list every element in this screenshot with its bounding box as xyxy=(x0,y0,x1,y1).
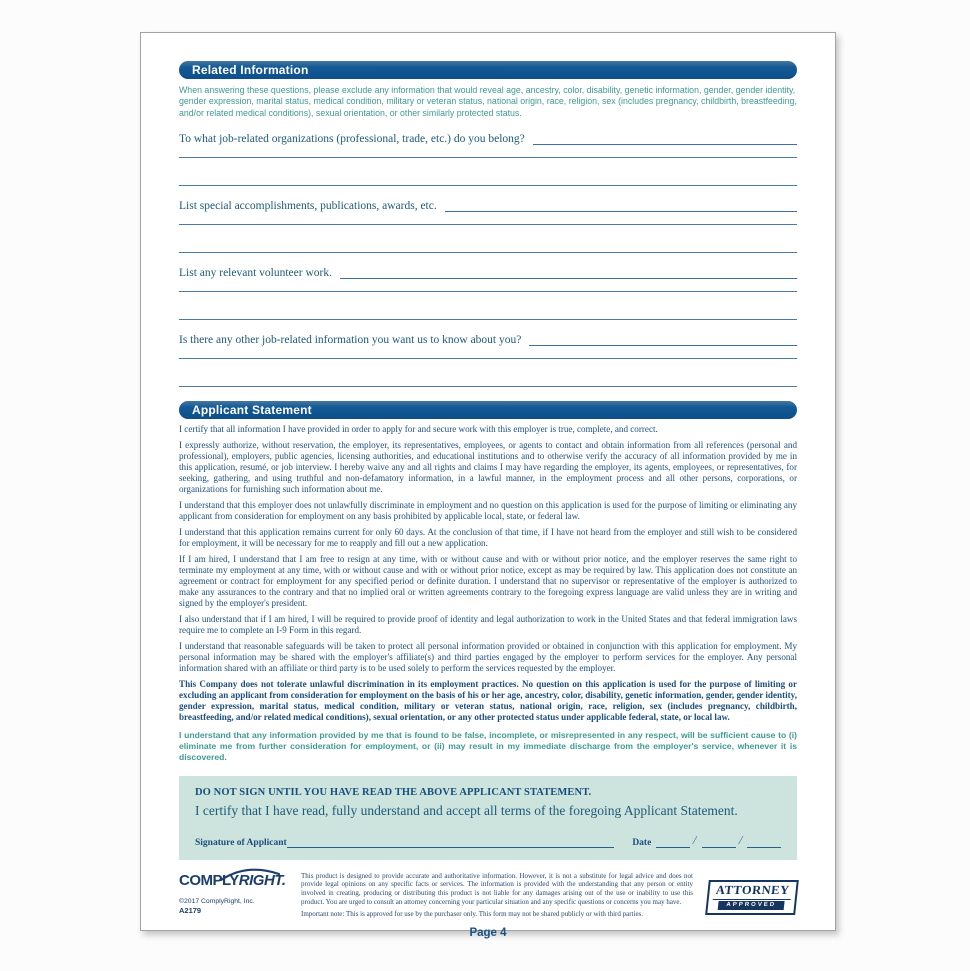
important-note: Important note: This is approved for use by the purchaser only. This form may not be shared publicly or with third parties. xyxy=(301,910,644,919)
signature-line xyxy=(287,837,615,848)
certify-statement: I certify that I have read, fully understand and accept all terms of the foregoing Applicant Statement. xyxy=(195,802,738,818)
legal-disclaimer: This product is designed to provide accurate and authoritative information. However, it is not a substitute for legal advice and does not provide legal opinions on any specific facts or services. The information is provided with the understanding that any person or entity involved in creating, producing or distributing this product is not liable for any damages arising out of the use or inability to use this product. You are urged to consult an attorney concerning your particular situation and any specific questions or concerns you may have. xyxy=(301,871,693,906)
answer-line xyxy=(179,358,797,359)
answer-line xyxy=(445,199,797,212)
answer-line xyxy=(529,333,797,346)
statement-paragraph: I understand that reasonable safeguards will be taken to protect all personal information provided or obtained in conjunction with this application for employment. My personal information may be shared with the employer's affiliate(s) and third parties engaged by the employer to perform services for the employer. Any personal information shared with an affiliate or third party is to be used solely to perform the services requested by the employer. xyxy=(179,641,797,674)
logo-text-right: RIGHT. xyxy=(238,871,286,889)
answer-line xyxy=(179,252,797,253)
signature-label: Signature of Applicant xyxy=(195,837,287,848)
statement-paragraph: If I am hired, I understand that I am free to resign at any time, with or without cause and with or without prior notice, and the employer reserves the same right to terminate my employment at any time, with or without cause and with or without prior notice, except as may be required by law. This application does not constitute an agreement or contract for employment for any specified period or definite duration. I understand that no supervisor or representative of the employer is authorized to make any assurances to the contrary and that no implied oral or written agreements contrary to the foregoing express language are valid unless they are in writing and signed by the employer's president. xyxy=(179,554,797,609)
section-header-applicant-statement xyxy=(179,401,797,419)
question-group-accomplishments xyxy=(179,196,797,253)
date-label: Date xyxy=(632,837,652,848)
product-sku: A2179 xyxy=(179,905,202,915)
badge-approved-text: APPROVED xyxy=(718,901,785,910)
section-header-related-information xyxy=(179,61,797,79)
logo-swoosh-icon xyxy=(219,867,281,881)
page-number: Page 4 xyxy=(469,927,507,940)
answer-line xyxy=(179,185,797,186)
statement-paragraph: I certify that all information I have provided in order to apply for and secure work with this employer is true, complete, and correct. xyxy=(179,424,658,435)
statement-paragraph: I expressly authorize, without reservation, the employer, its representatives, employees, or agents to contact and obtain information from all references (personal and professional), employers, public agencies, licensing authorities, and educational institutions and to otherwise verify the accuracy of all information provided by me in this application, resumé, or job interview. I hereby waive any and all rights and claims I may have regarding the employer, its agents, employees, or representatives, for seeking, gathering, and using truthful and non-defamatory information, in a lawful manner, in the employment process and all other persons, corporations, or organizations for furnishing such information about me. xyxy=(179,440,797,495)
answer-line xyxy=(179,291,797,292)
date-year-line xyxy=(747,837,781,848)
date-day-line xyxy=(702,837,736,848)
do-not-sign-warning: DO NOT SIGN UNTIL YOU HAVE READ THE ABOVE APPLICANT STATEMENT. xyxy=(195,786,592,798)
complyright-logo xyxy=(179,872,301,890)
date-slash: / xyxy=(737,832,744,847)
footer xyxy=(179,872,797,920)
answer-line xyxy=(533,132,797,145)
statement-paragraph: I understand that this application remains current for only 60 days. At the conclusion of that time, if I have not heard from the employer and still wish to be considered for employment, it will be necessary for me to reapply and fill out a new application. xyxy=(179,527,797,549)
answer-line xyxy=(179,319,797,320)
question-label: List special accomplishments, publications, awards, etc. xyxy=(179,200,437,213)
answer-line xyxy=(179,157,797,158)
section-title: Related Information xyxy=(192,63,309,77)
statement-paragraph: I understand that this employer does not unlawfully discriminate in employment and no question on this application is used for the purpose of limiting or eliminating any applicant from consideration for employment on any basis prohibited by applicable local, state, or federal law. xyxy=(179,500,797,522)
question-group-other-information xyxy=(179,330,797,387)
date-month-line xyxy=(656,837,690,848)
eeo-exclusion-instructions: When answering these questions, please exclude any information that would reveal age, ancestry, color, disability, genetic information, gender, gender identity, gender expression, marital status, medical condition, military or veteran status, national origin, race, religion, sex (includes pregnancy, childbirth, breastfeeding, and/or related medical conditions), sexual orientation, or other similarly protected status. xyxy=(179,85,797,118)
statement-paragraph: I also understand that if I am hired, I will be required to provide proof of identity and legal authorization to work in the United States and that federal immigration laws require me to complete an I-9 Form in this regard. xyxy=(179,614,797,636)
section-title: Applicant Statement xyxy=(192,403,312,418)
statement-paragraph-no-discrimination: This Company does not tolerate unlawful discrimination in its employment practices. No question on this application is used for the purpose of limiting or excluding an applicant from consideration for employment on the basis of his or her age, ancestry, color, disability, genetic information, gender, gender identity, gender expression, marital status, medical condition, military or veteran status, national origin, race, religion, sex (includes pregnancy, childbirth, breastfeeding, and/or related medical conditions), sexual orientation, or any other protected status under applicable federal, state, or local law. xyxy=(179,679,797,723)
answer-line xyxy=(340,266,797,279)
question-label: List any relevant volunteer work. xyxy=(179,267,332,280)
statement-paragraph-false-information: I understand that any information provided by me that is found to be false, incomplete, or misrepresented in any respect, will be sufficient cause to (i) eliminate me from further consideration for employment, or (ii) may result in my immediate discharge from the employer's service, whenever it is discovered. xyxy=(179,730,797,762)
form-page xyxy=(140,32,836,940)
answer-line xyxy=(179,386,797,387)
signature-box xyxy=(179,776,797,860)
badge-attorney-text: ATTORNEY xyxy=(713,883,793,900)
question-label: Is there any other job-related information you want us to know about you? xyxy=(179,334,522,347)
answer-line xyxy=(179,224,797,225)
copyright-text: ©2017 ComplyRight, Inc. xyxy=(179,897,255,905)
attorney-approved-badge xyxy=(705,880,799,915)
date-slash: / xyxy=(691,832,699,847)
question-label: To what job-related organizations (professional, trade, etc.) do you belong? xyxy=(179,133,525,146)
question-group-organizations xyxy=(179,129,797,186)
logo-text-comply: COMPLY xyxy=(179,871,239,889)
question-group-volunteer-work xyxy=(179,263,797,320)
